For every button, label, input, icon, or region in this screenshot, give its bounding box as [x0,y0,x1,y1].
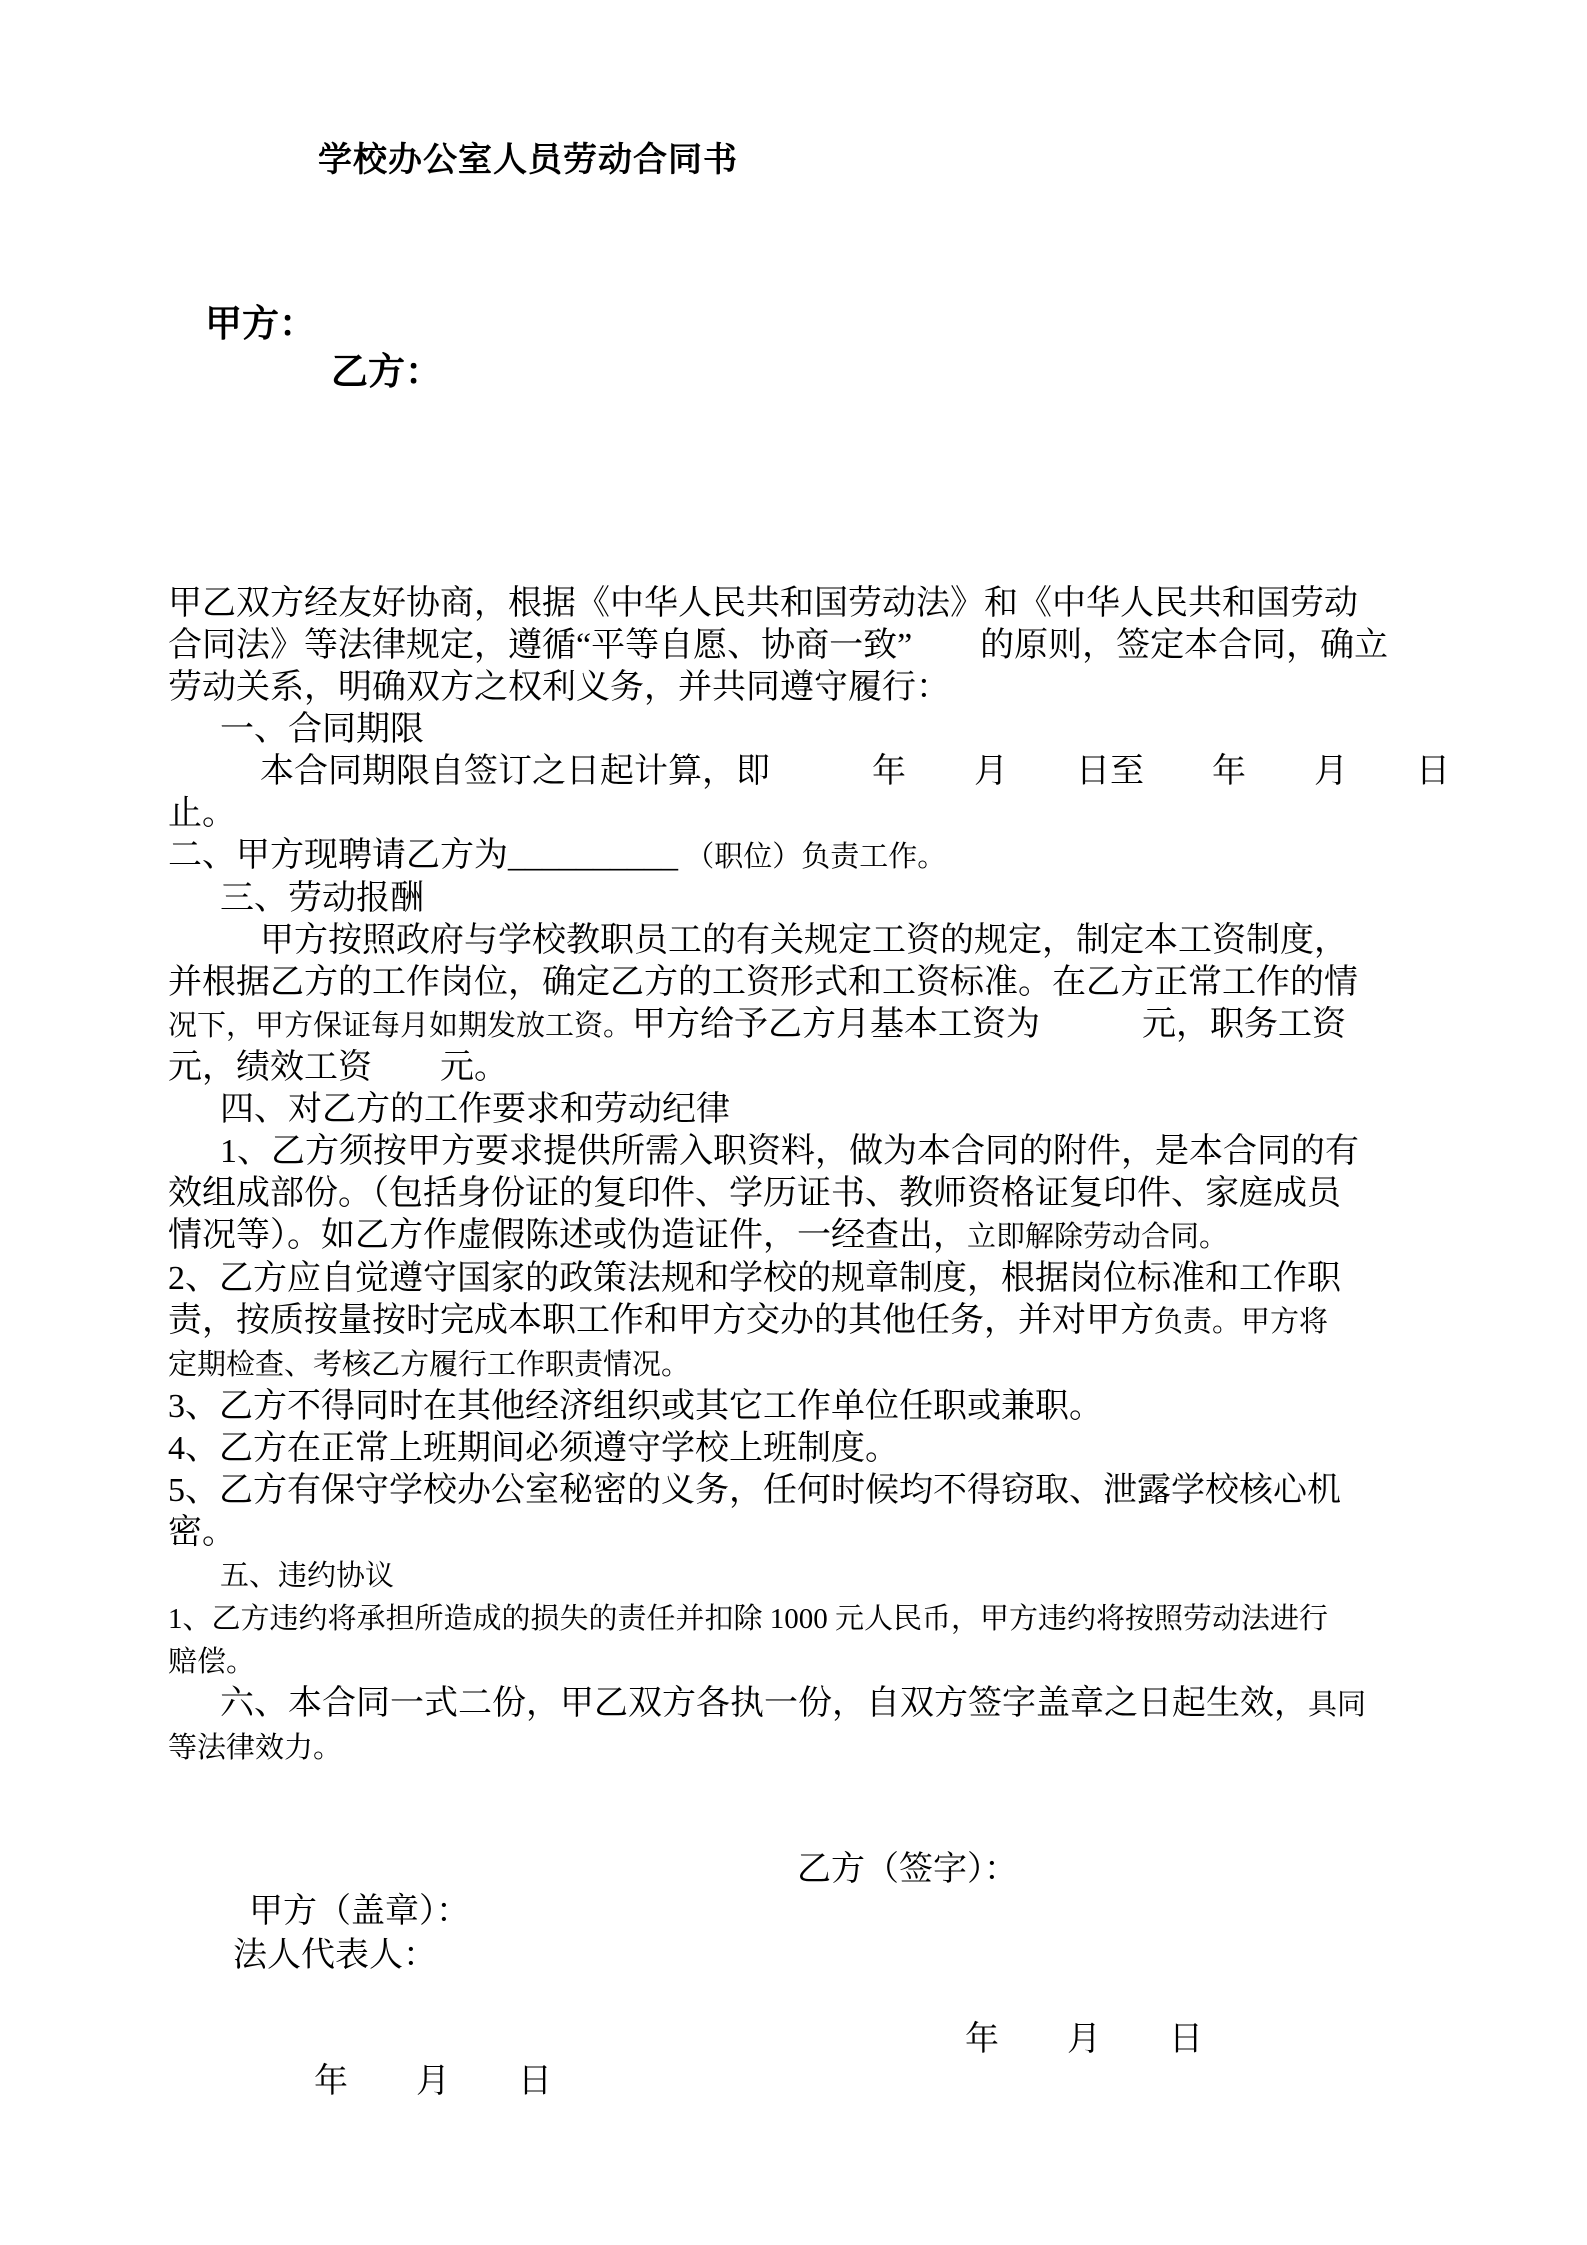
text-run: 负责。甲方将 [1154,1306,1329,1338]
party-a-label: 甲方： [205,304,316,345]
text-run: 六、本合同一式二份，甲乙双方各执一份，自双方签字盖章之日起生效， [220,1685,1308,1722]
contract-line [168,583,1420,625]
text-run: 甲乙双方经友好协商，根据《中华人民共和国劳动法》和《中华人民共和国劳动 [168,585,1358,622]
contract-line [168,1215,1420,1258]
contract-line [168,962,1420,1004]
text-run: 止。 [168,795,236,832]
contract-line [168,1386,1420,1428]
text-run: 四、对乙方的工作要求和劳动纪律 [220,1091,730,1128]
party-a-seal-label: 甲方（盖章）： [249,1893,470,1930]
date-left: 年 月 日 [314,2063,552,2100]
contract-line [168,625,1420,667]
text-run: （职位）负责工作。 [678,841,947,873]
text-run: 二、甲方现聘请乙方为__________ [168,837,678,874]
contract-line [168,1470,1420,1512]
text-run: 效组成部份。（包括身份证的复印件、学历证书、教师资格证复印件、家庭成员 [168,1175,1341,1212]
text-run: 等法律效力。 [168,1732,343,1764]
contract-line [168,709,1420,751]
text-run: 并根据乙方的工作岗位，确定乙方的工资形式和工资标准。在乙方正常工作的情 [168,964,1358,1001]
contract-line [168,1089,1420,1131]
contract-line [168,1343,1420,1386]
contract-line [168,1512,1420,1554]
text-run: 情况等）。如乙方作虚假陈述或伪造证件，一经查出， [168,1217,967,1254]
contract-line [168,667,1420,709]
contract-line [168,920,1420,962]
contract-line [168,1683,1420,1726]
party-b-label: 乙方： [331,352,442,393]
contract-line [168,1173,1420,1215]
text-run: 责，按质按量按时完成本职工作和甲方交办的其他任务，并对甲方 [168,1302,1154,1339]
text-run: 定期检查、考核乙方履行工作职责情况。 [168,1349,691,1381]
text-run: 2、乙方应自觉遵守国家的政策法规和学校的规章制度，根据岗位标准和工作职 [168,1260,1341,1297]
contract-line [168,1004,1420,1047]
text-run: 赔偿。 [168,1646,256,1678]
contract-line [168,835,1420,878]
contract-line [168,1300,1420,1343]
text-run: 5、乙方有保守学校办公室秘密的义务，任何时候均不得窃取、泄露学校核心机 [168,1472,1341,1509]
legal-representative-label: 法人代表人： [233,1937,437,1974]
contract-line [168,1258,1420,1300]
contract-line [168,1726,1420,1769]
text-run: 甲方按照政府与学校教职员工的有关规定工资的规定，制定本工资制度， [260,922,1348,959]
contract-body [168,583,1450,1769]
text-run: 本合同期限自签订之日起计算，即 年 月 日至 年 月 日 [260,753,1450,790]
contract-line [168,1047,1420,1089]
text-run: 具同 [1308,1689,1367,1721]
signature-row [168,1849,1420,1930]
text-run: 立即解除劳动合同。 [967,1221,1229,1253]
date-right: 年 月 日 [965,2021,1203,2058]
contract-line [168,878,1420,920]
contract-line [168,793,1420,835]
text-run: 五、违约协议 [220,1560,395,1592]
text-run: 1、乙方须按甲方要求提供所需入职资料，做为本合同的附件，是本合同的有 [220,1133,1359,1170]
text-run: 况下，甲方保证每月如期发放工资。 [168,1010,633,1042]
parties-line [168,253,1420,445]
contract-line [168,1131,1420,1173]
contract-line [168,1597,1420,1640]
text-run: 甲方给予乙方月基本工资为 元，职务工资 [632,1006,1347,1043]
party-b-signature-label: 乙方（签字）： [797,1851,1018,1888]
text-run: 一、合同期限 [220,711,424,748]
text-run: 3、乙方不得同时在其他经济组织或其它工作单位任职或兼职。 [168,1388,1103,1425]
date-row [168,2019,1420,2100]
text-run: 密。 [168,1514,236,1551]
text-run: 劳动关系，明确双方之权利义务，并共同遵守履行： [168,669,950,706]
document-title: 学校办公室人员劳动合同书 [318,141,738,179]
contract-line [168,751,1450,793]
text-run: 三、劳动报酬 [220,880,424,917]
contract-line [168,1640,1420,1683]
contract-line [168,1428,1420,1470]
contract-line [168,1554,1420,1597]
text-run: 4、乙方在正常上班期间必须遵守学校上班制度。 [168,1430,899,1467]
text-run: 1、乙方违约将承担所造成的损失的责任并扣除 1000 元人民币，甲方违约将按照劳动法进行 [168,1603,1329,1635]
text-run: 元，绩效工资 元。 [168,1049,508,1086]
text-run: 合同法》等法律规定，遵循“平等自愿、协商一致” 的原则，签定本合同，确立 [168,627,1389,664]
